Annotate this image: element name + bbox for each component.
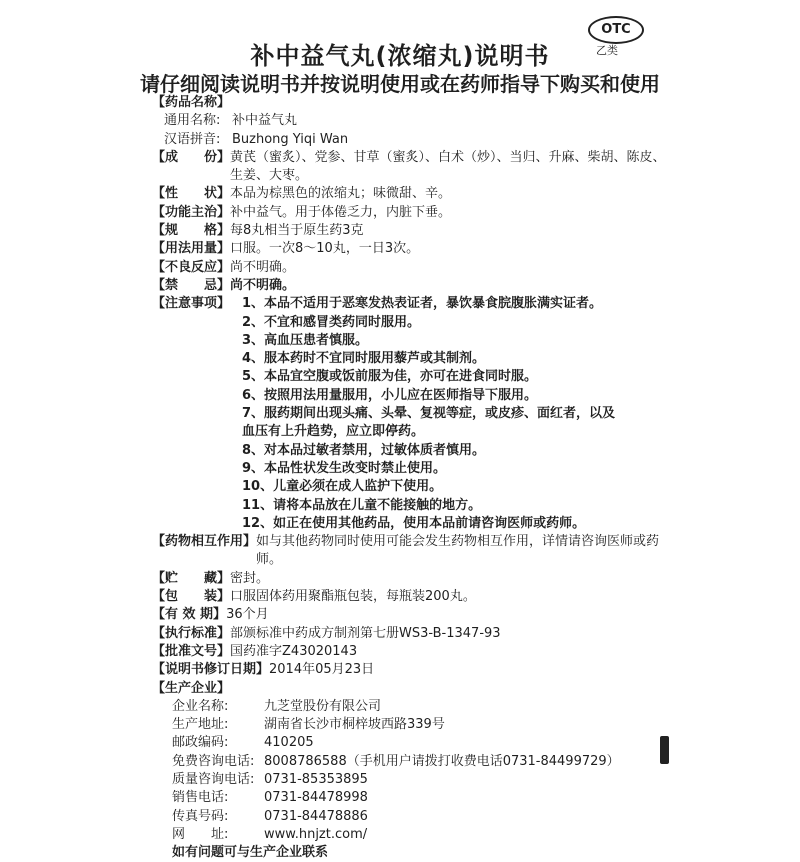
precaution-item: 8、对本品过敏者禁用，过敏体质者慎用。: [242, 442, 486, 458]
contraindications-row: [152, 277, 672, 295]
precaution-item: 5、本品宜空腹或饭前服为佳，亦可在进食同时服。: [242, 369, 538, 385]
otc-badge: OTC: [588, 16, 644, 44]
sales-phone-value: 0731-84478998: [264, 790, 368, 806]
otc-class-label: 乙类: [596, 44, 618, 57]
standard-value: 部颁标准中药成方制剂第七册WS3-B-1347-93: [230, 625, 501, 641]
postcode-value: 410205: [264, 735, 314, 751]
package-row: [152, 588, 672, 606]
storage-value: 密封。: [230, 570, 270, 586]
hotline-label: 免费咨询电话:: [172, 753, 255, 769]
company-name-label: 企业名称:: [172, 698, 229, 714]
pinyin-value: Buzhong Yiqi Wan: [232, 131, 349, 147]
sales-phone-row: [172, 789, 672, 807]
precaution-item: 血压有上升趋势，应立即停药。: [242, 424, 425, 440]
document-subtitle: 请仔细阅读说明书并按说明使用或在药师指导下购买和使用: [140, 72, 660, 96]
validity-label: 【有 效 期】: [152, 607, 227, 623]
fax-value: 0731-84478886: [264, 808, 368, 824]
edge-mark: [660, 736, 669, 764]
manufacturer-row: [152, 680, 672, 698]
hotline-row: [172, 753, 672, 771]
dosage-row: [152, 240, 672, 258]
leaflet-body: [152, 94, 672, 862]
interactions-label: 【药物相互作用】: [152, 534, 257, 550]
pinyin-row: [152, 131, 672, 149]
postcode-label: 邮政编码:: [172, 735, 229, 751]
common-name-row: [152, 112, 672, 130]
appearance-value: 本品为棕黑色的浓缩丸；味微甜、辛。: [230, 186, 452, 202]
quality-phone-row: [172, 771, 672, 789]
pinyin-label: 汉语拼音:: [164, 131, 221, 147]
postcode-row: [172, 734, 672, 752]
precaution-item: 9、本品性状发生改变时禁止使用。: [242, 460, 447, 476]
drug-name-section: [152, 94, 672, 112]
manufacturer-label: 【生产企业】: [152, 680, 231, 696]
adverse-reactions-row: [152, 259, 672, 277]
package-value: 口服固体药用聚酯瓶包装，每瓶装200丸。: [230, 589, 476, 605]
approval-value: 国药准字Z43020143: [230, 643, 358, 659]
standard-label: 【执行标准】: [152, 625, 231, 641]
revision-date-value: 2014年05月23日: [269, 662, 375, 678]
address-row: [172, 716, 672, 734]
drug-name-label: 【药品名称】: [152, 95, 231, 110]
specification-label: 【规 格】: [152, 223, 231, 239]
package-label: 【包 装】: [152, 589, 231, 605]
validity-value: 36个月: [226, 607, 269, 623]
specification-value: 每8丸相当于原生药3克: [230, 223, 364, 239]
manufacturer-details: [152, 698, 672, 844]
common-name-value: 补中益气丸: [232, 113, 298, 129]
precaution-item: 2、不宜和感冒类药同时服用。: [242, 314, 421, 330]
precaution-item: 3、高血压患者慎服。: [242, 332, 369, 348]
validity-row: [152, 606, 672, 624]
fax-row: [172, 808, 672, 826]
approval-row: [152, 643, 672, 661]
precaution-item: 1、本品不适用于恶寒发热表证者，暴饮暴食脘腹胀满实证者。: [242, 296, 603, 312]
adverse-reactions-label: 【不良反应】: [152, 259, 231, 275]
storage-label: 【贮 藏】: [152, 570, 231, 586]
ingredients-label: 【成 份】: [152, 149, 231, 165]
company-name-row: [172, 698, 672, 716]
sales-phone-label: 销售电话:: [172, 790, 229, 806]
precaution-item: 6、按照用法用量服用，小儿应在医师指导下服用。: [242, 387, 538, 403]
document-title: 补中益气丸(浓缩丸)说明书: [250, 42, 550, 70]
quality-phone-label: 质量咨询电话:: [172, 771, 255, 787]
revision-date-row: [152, 661, 672, 679]
contraindications-value: 尚不明确。: [230, 277, 296, 293]
precaution-item: 4、服本药时不宜同时服用藜芦或其制剂。: [242, 351, 486, 367]
precautions-label: 【注意事项】: [152, 296, 231, 312]
revision-date-label: 【说明书修订日期】: [152, 662, 270, 678]
address-label: 生产地址:: [172, 717, 229, 733]
precaution-item: 11、请将本品放在儿童不能接触的地方。: [242, 497, 482, 513]
dosage-label: 【用法用量】: [152, 241, 231, 257]
dosage-value: 口服。一次8～10丸，一日3次。: [230, 241, 420, 257]
hotline-value: 8008786588（手机用户请拨打收费电话0731-84499729）: [264, 753, 620, 769]
company-name-value: 九芝堂股份有限公司: [264, 698, 382, 714]
indications-row: [152, 204, 672, 222]
fax-label: 传真号码:: [172, 808, 229, 824]
ingredients-value: 黄芪（蜜炙）、党参、甘草（蜜炙）、白术（炒）、当归、升麻、柴胡、陈皮、生姜、大枣。: [230, 149, 666, 184]
interactions-value: 如与其他药物同时使用可能会发生药物相互作用，详情请咨询医师或药师。: [256, 534, 660, 568]
indications-value: 补中益气。用于体倦乏力，内脏下垂。: [230, 204, 452, 220]
specification-row: [152, 222, 672, 240]
precaution-item: 12、如正在使用其他药品，使用本品前请咨询医师或药师。: [242, 515, 586, 531]
precaution-item: 7、服药期间出现头痛、头晕、复视等症，或皮疹、面红者，以及: [242, 406, 616, 422]
appearance-row: [152, 185, 672, 203]
approval-label: 【批准文号】: [152, 643, 231, 659]
indications-label: 【功能主治】: [152, 204, 231, 220]
adverse-reactions-value: 尚不明确。: [230, 259, 296, 275]
website-row: [172, 826, 672, 844]
website-label: 网 址:: [172, 826, 229, 842]
common-name-label: 通用名称:: [164, 113, 221, 129]
interactions-row: [152, 533, 672, 570]
storage-row: [152, 570, 672, 588]
standard-row: [152, 625, 672, 643]
ingredients-row: [152, 149, 672, 186]
appearance-label: 【性 状】: [152, 186, 231, 202]
quality-phone-value: 0731-85353895: [264, 771, 368, 787]
contact-footer: 如有问题可与生产企业联系: [172, 845, 329, 861]
contraindications-label: 【禁 忌】: [152, 277, 231, 293]
website-value: www.hnjzt.com/: [264, 826, 368, 842]
address-value: 湖南省长沙市桐梓坡西路339号: [264, 717, 445, 733]
precaution-item: 10、儿童必须在成人监护下使用。: [242, 479, 443, 495]
precautions-list: [152, 295, 672, 533]
